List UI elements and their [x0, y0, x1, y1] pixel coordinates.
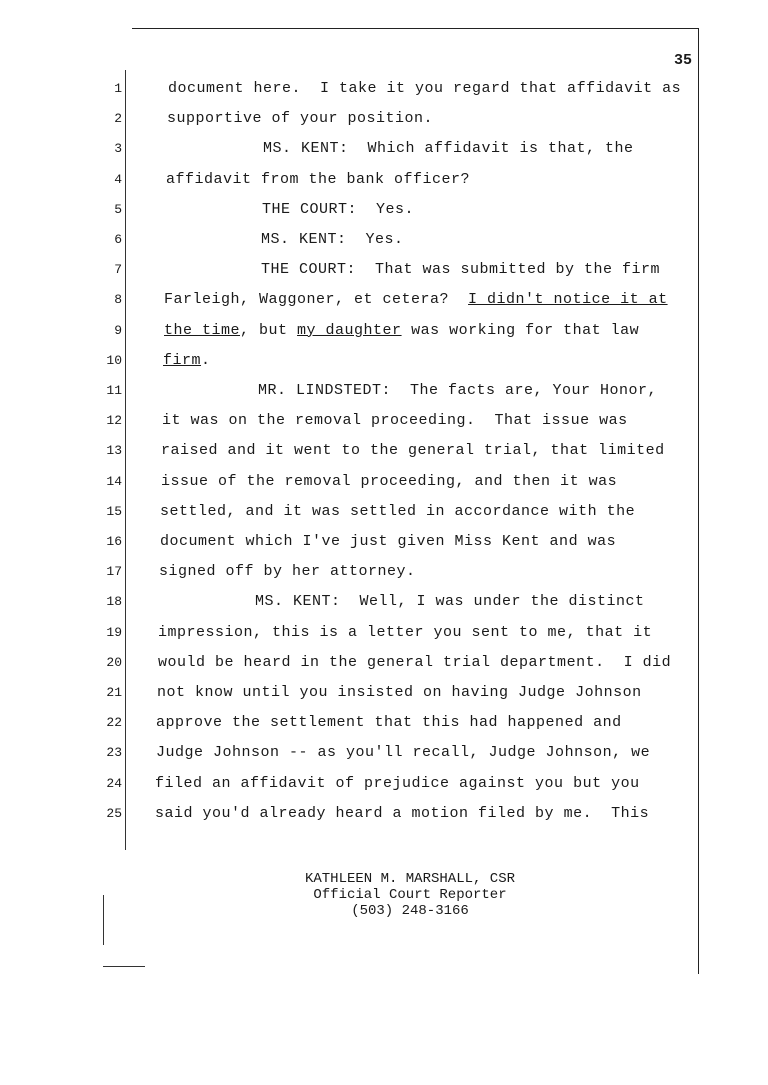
- transcript-line: MR. LINDSTEDT: The facts are, Your Honor,: [258, 382, 658, 399]
- line-number: 22: [106, 715, 122, 731]
- transcript-line: supportive of your position.: [167, 110, 434, 128]
- transcript-line: Judge Johnson -- as you'll recall, Judge Johnson, we: [156, 744, 651, 762]
- line-number: 3: [114, 141, 122, 157]
- court-reporter-phone: (503) 248-3166: [351, 903, 469, 919]
- line-number: 25: [106, 805, 122, 821]
- line-number: 12: [106, 413, 122, 429]
- line-number: 8: [114, 292, 122, 308]
- transcript-line: said you'd already heard a motion filed by me. This: [155, 804, 650, 822]
- transcript-line: firm.: [163, 351, 211, 369]
- line-number: 5: [114, 201, 122, 217]
- transcript-line: THE COURT: That was submitted by the firm: [261, 261, 661, 279]
- transcript-line: affidavit from the bank officer?: [166, 170, 471, 188]
- line-number: 23: [106, 745, 122, 761]
- transcript-line: raised and it went to the general trial, that limited: [161, 442, 665, 460]
- underlined-text: my daughter: [297, 321, 402, 339]
- line-number: 1: [114, 81, 122, 96]
- underlined-text: I didn't notice it at: [468, 291, 668, 309]
- transcript-line: settled, and it was settled in accordance with the: [160, 502, 636, 520]
- line-number: 20: [106, 654, 122, 670]
- line-number: 19: [106, 624, 122, 640]
- left-margin-rule: [125, 70, 126, 850]
- transcript-line: the time, but my daughter was working for that law: [164, 321, 640, 339]
- transcript-line: MS. KENT: Yes.: [261, 231, 404, 248]
- line-number: 9: [114, 322, 122, 338]
- transcript-line: impression, this is a letter you sent to me, that it: [158, 623, 653, 641]
- transcript-line: filed an affidavit of prejudice against you but you: [155, 774, 640, 792]
- underlined-text: the time: [164, 321, 241, 339]
- page-number: 35: [674, 52, 693, 69]
- line-number: 15: [106, 503, 122, 519]
- transcript-line: would be heard in the general trial department. I did: [158, 653, 672, 671]
- transcript-line: THE COURT: Yes.: [262, 200, 415, 218]
- scan-mark-left-edge: [103, 895, 104, 945]
- line-number: 7: [114, 262, 122, 278]
- line-number: 2: [114, 111, 122, 127]
- transcript-line: Farleigh, Waggoner, et cetera? I didn't notice it at: [164, 291, 668, 309]
- line-number: 21: [106, 685, 122, 700]
- transcript-line: not know until you insisted on having Judge Johnson: [157, 684, 642, 701]
- line-number: 18: [106, 594, 122, 610]
- court-reporter-name: KATHLEEN M. MARSHALL, CSR: [304, 871, 516, 887]
- transcript-line: document which I've just given Miss Kent and was: [160, 533, 617, 550]
- line-number: 11: [106, 383, 122, 398]
- transcript-line: MS. KENT: Which affidavit is that, the: [263, 140, 634, 158]
- transcript-line: signed off by her attorney.: [159, 563, 416, 581]
- transcript-line: MS. KENT: Well, I was under the distinct: [255, 593, 645, 611]
- line-number: 16: [106, 534, 122, 549]
- line-number: 10: [106, 352, 122, 368]
- line-number: 17: [106, 564, 122, 580]
- line-number: 13: [106, 443, 122, 459]
- transcript-line: document here. I take it you regard that affidavit as: [168, 80, 682, 97]
- line-number: 14: [106, 473, 122, 489]
- underlined-text: firm: [163, 351, 202, 369]
- court-reporter-title: Official Court Reporter: [313, 887, 507, 903]
- line-number: 24: [106, 775, 122, 791]
- transcript-line: approve the settlement that this had happened and: [156, 714, 622, 732]
- transcript-line: it was on the removal proceeding. That issue was: [162, 412, 628, 430]
- scan-mark-bottom-left: [103, 966, 145, 967]
- line-number: 6: [114, 232, 122, 247]
- transcript-line: issue of the removal proceeding, and then it was: [161, 472, 618, 490]
- line-number: 4: [114, 171, 122, 187]
